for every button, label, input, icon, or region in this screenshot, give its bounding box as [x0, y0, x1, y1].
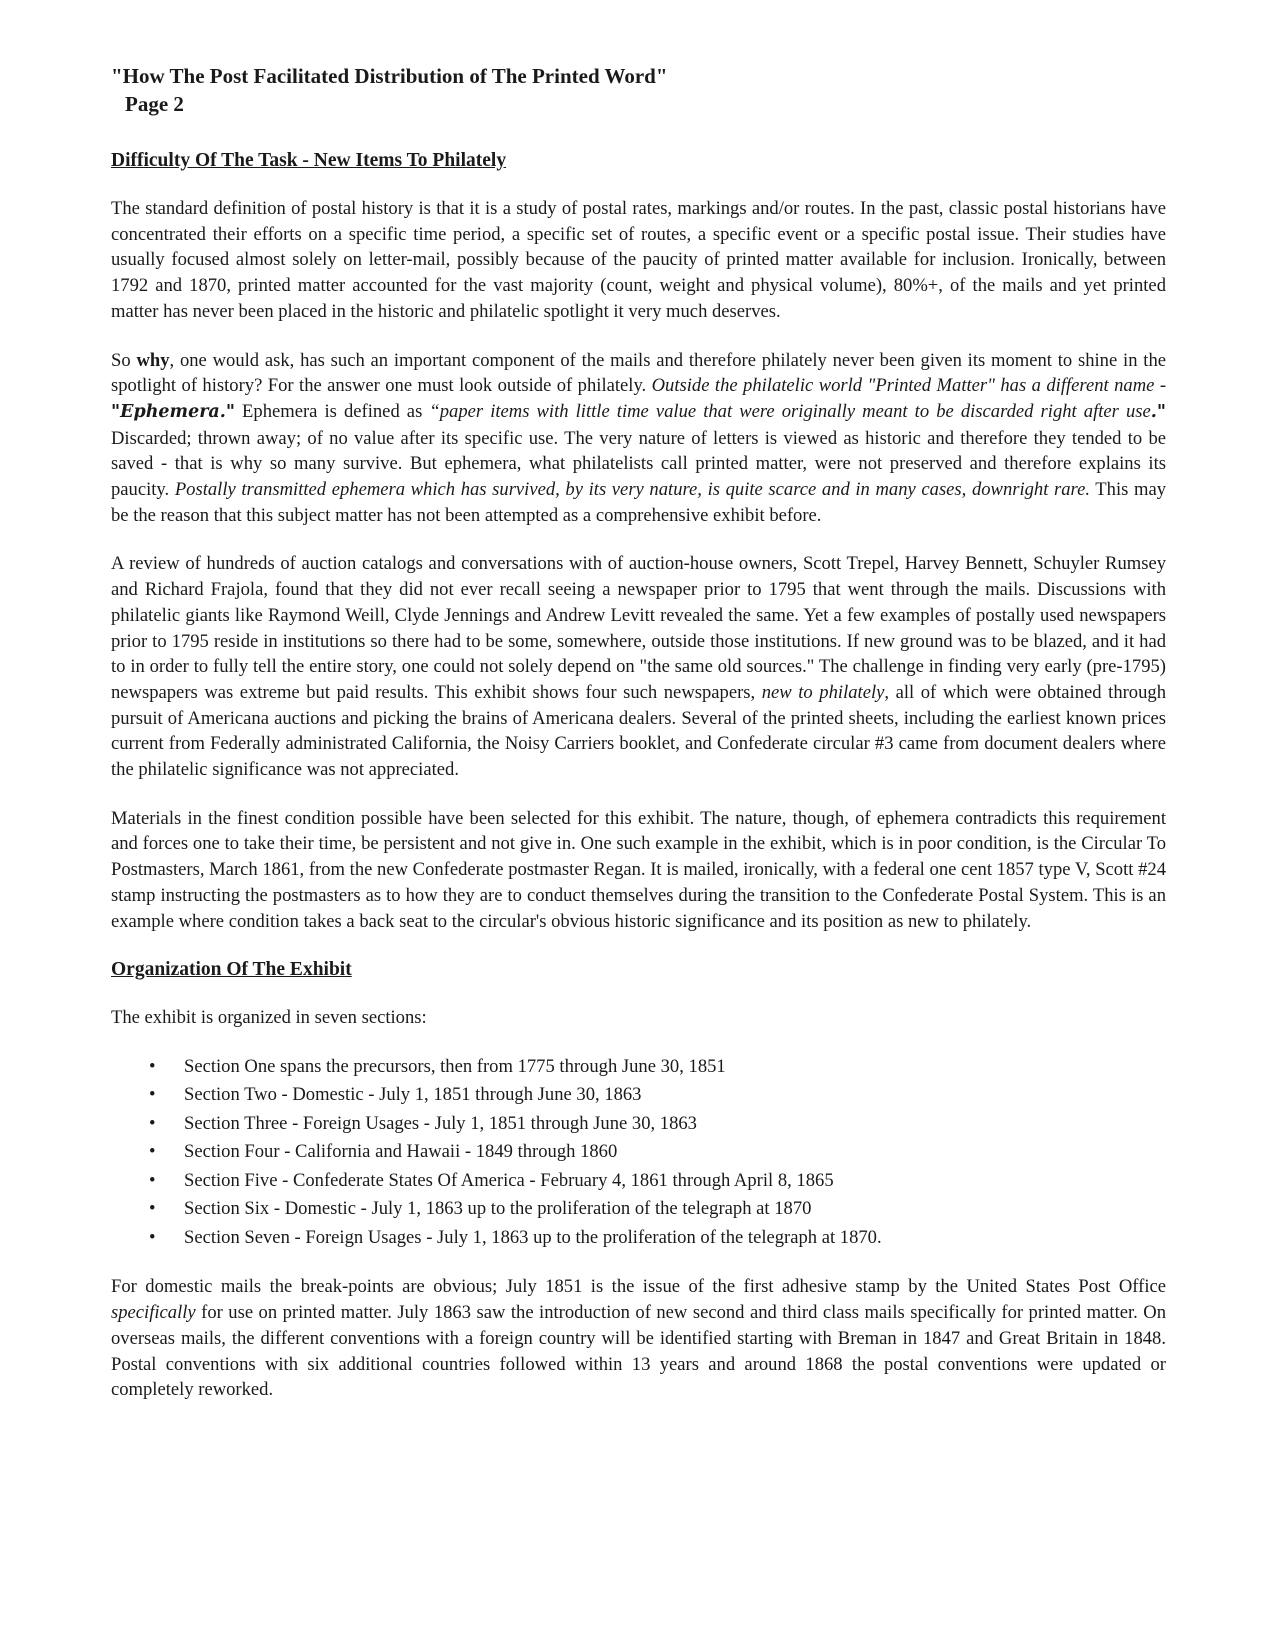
text-run: So: [111, 349, 137, 371]
list-item: • Section Six - Domestic - July 1, 1863 up to the proliferation of the telegraph at 1870: [149, 1195, 1166, 1224]
list-item: • Section Two - Domestic - July 1, 1851 through June 30, 1863: [149, 1081, 1166, 1110]
paragraph-definition: The standard definition of postal history is that it is a study of postal rates, markings and/or routes. In the past, classic postal historians have concentrated their efforts on a specific time period, a specific set of routes, a specific event or a specific postal issue. Their studies have usually focused almost solely on letter-mail, possibly because of the paucity of printed matter available for inclusion. Ironically, between 1792 and 1870, printed matter accounted for the vast majority (count, weight and physical volume), 80%+, of the mails and yet printed matter has never been placed in the historic and philatelic spotlight it very much deserves.: [111, 198, 1166, 322]
text-run: A review of hundreds of auction catalogs and conversations with of auction-house owners, Scott Trepel, Harvey Bennett, Schuyler Rumsey and Richard Frajola, found that they did not ever recall seeing a newspaper prior to 1795 that went through the mails. Discussions with philatelic giants like Raymond Weill, Clyde Jennings and Andrew Levitt revealed the same. Yet a few examples of postally used newspapers prior to 1795 reside in institutions so there had to be some, somewhere, outside those institutions. If new ground was to be blazed, and it had to in order to fully tell the entire story, one could not solely depend on "the same old sources." The challenge in finding very early (pre-1795) newspapers was extreme but paid results. This exhibit shows four such newspapers,: [111, 553, 1166, 703]
page-number: Page 2: [125, 92, 184, 116]
document-title: "How The Post Facilitated Distribution of The Printed Word": [111, 64, 668, 88]
text-run: for use on printed matter. July 1863 saw the introduction of new second and third class mails specifically for printed matter. On overseas mails, the different conventions with a foreign country will be identified starting with Breman in 1847 and Great Britain in 1848. Postal conventions with six additional countries followed within 13 years and around 1868 the postal conventions were updated or completely reworked.: [111, 1302, 1166, 1401]
section-heading-difficulty: Difficulty Of The Task - New Items To Philately: [111, 150, 507, 171]
list-item: • Section Seven - Foreign Usages - July 1, 1863 up to the proliferation of the telegraph at 1870.: [149, 1224, 1166, 1253]
emphasis-ephemera: "Ephemera.": [111, 401, 235, 422]
italic-run: “paper items with little time value that were originally meant to be discarded right after use: [429, 400, 1151, 422]
document-body: [111, 148, 1166, 1426]
list-item: • Section Three - Foreign Usages - July 1, 1851 through June 30, 1863: [149, 1110, 1166, 1139]
paragraph-sections-intro: The exhibit is organized in seven sections:: [111, 1007, 427, 1029]
list-item: • Section One spans the precursors, then from 1775 through June 30, 1851: [149, 1053, 1166, 1082]
italic-run: Postally transmitted ephemera which has survived, by its very nature, is quite scarce and in many cases, downright rare.: [174, 479, 1091, 501]
text-run: Ephemera is defined as: [234, 400, 430, 422]
emphasis-why: why: [136, 349, 170, 371]
paragraph-auction-review: [111, 551, 1166, 782]
text-run: This may be the reason that this subject matter has not been attempted as a comprehensive exhibit before.: [111, 479, 1167, 526]
text-run: For domestic mails the break-points are obvious; July 1851 is the issue of the first adhesive stamp by the United States Post Office: [111, 1276, 1166, 1298]
italic-run: new to philately: [761, 681, 885, 703]
text-run: Discarded; thrown away; of no value after its specific use. The very nature of letters is viewed as historic and therefore they tended to be saved - that is why so many survive. But ephemera, what philatelists call printed matter, were not preserved and therefore explains its paucity.: [111, 427, 1166, 501]
paragraph-break-points: [111, 1274, 1166, 1403]
section-heading-organization: Organization Of The Exhibit: [111, 959, 352, 981]
text-run: , all of which were obtained through pursuit of Americana auctions and picking the brains of Americana dealers. Several of the printed sheets, including the earliest known prices current from Federally administrated California, the Noisy Carriers booklet, and Confederate circular #3 came from document dealers where the philatelic significance was not appreciated.: [111, 681, 1166, 781]
list-item: • Section Five - Confederate States Of America - February 4, 1861 through April 8, 1865: [149, 1167, 1166, 1196]
text-run: , one would ask, has such an important component of the mails and therefore philately never been given its moment to shine in the spotlight of history? For the answer one must look outside of philately.: [111, 349, 1166, 397]
emphasis-quote-end: .": [1150, 401, 1166, 422]
italic-run: specifically: [111, 1302, 196, 1324]
sections-list: [111, 1053, 1166, 1253]
paragraph-why: [111, 348, 1166, 529]
page-header: [111, 62, 668, 118]
paragraph-condition: Materials in the finest condition possible have been selected for this exhibit. The nature, though, of ephemera contradicts this requirement and forces one to take their time, be persistent and not give in. One such example in the exhibit, which is in poor condition, is the Circular To Postmasters, March 1861, from the new Confederate postmaster Regan. It is mailed, ironically, with a federal one cent 1857 type V, Scott #24 stamp instructing the postmasters as to how they are to conduct themselves during the transition to the Confederate Postal System. This is an example where condition takes a back seat to the circular's obvious historic significance and its position as new to philately.: [111, 807, 1166, 932]
italic-run: Outside the philatelic world "Printed Matter" has a different name -: [651, 375, 1167, 397]
list-item: • Section Four - California and Hawaii - 1849 through 1860: [149, 1138, 1166, 1167]
